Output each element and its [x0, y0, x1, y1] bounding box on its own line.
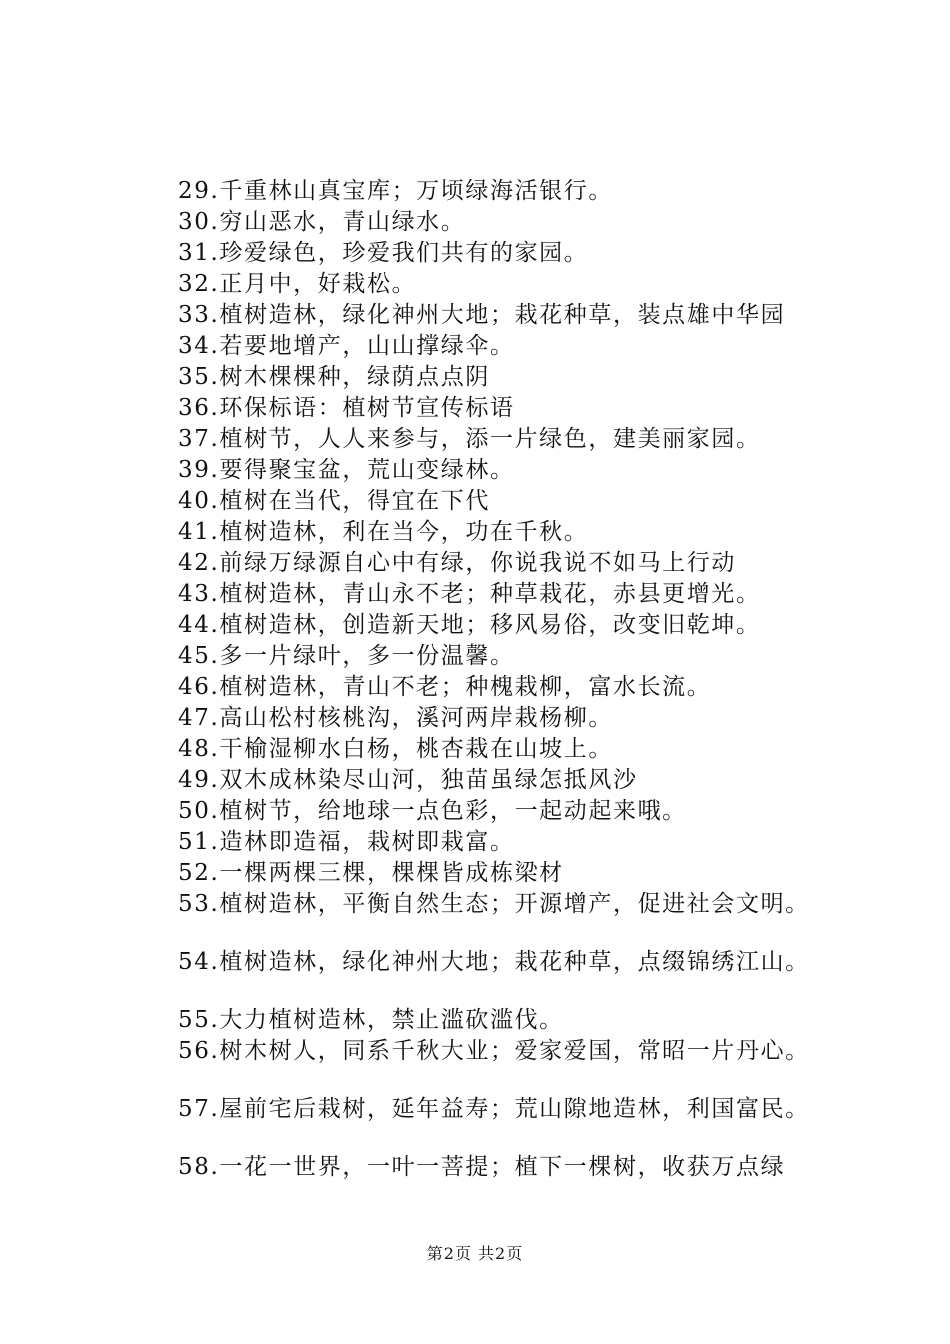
slogan-line: 43.植树造林，青山永不老；种草栽花，赤县更增光。 — [178, 581, 761, 607]
slogan-list — [178, 176, 878, 1183]
slogan-line: 42.前绿万绿源自心中有绿，你说我说不如马上行动 — [178, 550, 736, 576]
slogan-line: 47.高山松村核桃沟，溪河两岸栽杨柳。 — [178, 705, 613, 731]
slogan-line: 52.一棵两棵三棵，棵棵皆成栋梁材 — [178, 860, 564, 886]
slogan-line: 53.植树造林，平衡自然生态；开源增产，促进社会文明。 — [178, 891, 810, 917]
slogan-line: 41.植树造林，利在当今，功在千秋。 — [178, 519, 589, 545]
slogan-line: 57.屋前宅后栽树，延年益寿；荒山隙地造林，利国富民。 — [178, 1096, 810, 1122]
slogan-line: 29.千重林山真宝库；万顷绿海活银行。 — [178, 178, 613, 204]
slogan-line: 44.植树造林，创造新天地；移风易俗，改变旧乾坤。 — [178, 612, 761, 638]
slogan-line: 58.一花一世界，一叶一菩提；植下一棵树，收获万点绿 — [178, 1154, 786, 1180]
slogan-line: 40.植树在当代，得宜在下代 — [178, 488, 490, 514]
slogan-line: 54.植树造林，绿化神州大地；栽花种草，点缀锦绣江山。 — [178, 949, 810, 975]
slogan-line: 39.要得聚宝盆，荒山变绿林。 — [178, 457, 515, 483]
slogan-line: 55.大力植树造林，禁止滥砍滥伐。 — [178, 1007, 564, 1033]
slogan-line: 32.正月中，好栽松。 — [178, 271, 417, 297]
slogan-line: 51.造林即造福，栽树即栽富。 — [178, 829, 515, 855]
slogan-line: 34.若要地增产，山山撑绿伞。 — [178, 333, 515, 359]
slogan-line: 50.植树节，给地球一点色彩，一起动起来哦。 — [178, 798, 687, 824]
slogan-line: 36.环保标语：植树节宣传标语 — [178, 395, 515, 421]
slogan-line: 45.多一片绿叶，多一份温馨。 — [178, 643, 515, 669]
page-footer: 第2页 共2页 — [426, 1244, 524, 1263]
slogan-line: 48.干榆湿柳水白杨，桃杏栽在山坡上。 — [178, 736, 613, 762]
slogan-line: 35.树木棵棵种，绿荫点点阴 — [178, 364, 490, 390]
slogan-line: 30.穷山恶水，青山绿水。 — [178, 209, 466, 235]
slogan-line: 31.珍爱绿色，珍爱我们共有的家园。 — [178, 240, 589, 266]
slogan-line: 46.植树造林，青山不老；种槐栽柳，富水长流。 — [178, 674, 712, 700]
slogan-line: 49.双木成林染尽山河，独苗虽绿怎抵风沙 — [178, 767, 638, 793]
slogan-line: 33.植树造林，绿化神州大地；栽花种草，装点雄中华园 — [178, 302, 786, 328]
slogan-line: 56.树木树人，同系千秋大业；爱家爱国，常昭一片丹心。 — [178, 1038, 810, 1064]
slogan-line: 37.植树节，人人来参与，添一片绿色，建美丽家园。 — [178, 426, 761, 452]
